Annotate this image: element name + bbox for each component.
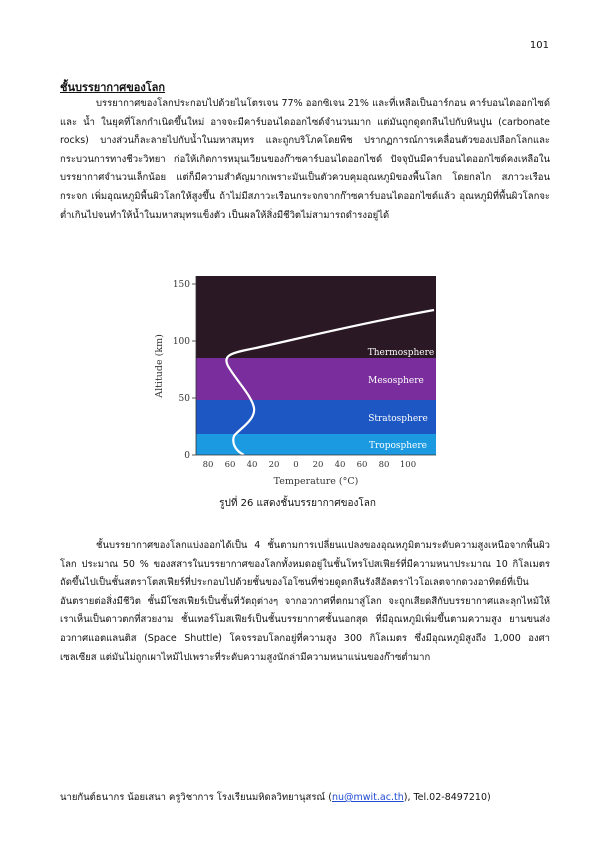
layer-label-stratosphere: Stratosphere: [368, 414, 428, 424]
y-tick-label: 50: [178, 394, 190, 404]
x-ticks: [203, 460, 417, 470]
footer: [60, 790, 491, 805]
paragraph-intro: บรรยากาศของโลกประกอบไปด้วยไนโตรเจน 77% ออกซิเจน 21% และที่เหลือเป็นอาร์กอน คาร์บอนไดออกไซด์และ น้ำ ในยุคที่โลกกำเนิดขึ้นใหม่ อาจจะมีคาร์บอนไดออกไซด์จำนวนมาก แต่มันถูกดูดกลืนไปกับหินปูน (carbonate rocks) บางส่วนก็ละลายไปกับน้ำในมหาสมุทร และถูกบริโภคโดยพืช ปรากฏการณ์การเคลื่อนตัวของเปลือกโลกและกระบวนการทางชีวะวิทยา ก่อให้เกิดการหมุนเวียนของก๊าซคาร์บอนไดออกไซด์ ปัจจุบันมีคาร์บอนไดออกไซด์คงเหลือในบรรยากาศจำนวนเล็กน้อย แต่ก็มีความสำคัญมากเพราะมันเป็นตัวควบคุมอุณหภูมิของพื้นโลก โดยกลไก สภาวะเรือนกระจก เพิ่มอุณหภูมิพื้นผิวโลกให้สูงขึ้น ถ้าไม่มีสภาวะเรือนกระจกจากก๊าซคาร์บอนไดออกไซด์แล้ว อุณหภูมิที่พื้นผิวโลกจะต่ำเกินไปจนทำให้น้ำในมหาสมุทรแข็งตัว เป็นผลให้สิ่งมีชีวิตไม่สามารถดำรงอยู่ได้: [60, 98, 550, 221]
x-tick-label: 20: [268, 460, 280, 470]
x-tick-label: 80: [378, 460, 390, 470]
x-tick-label: 40: [246, 460, 258, 470]
footer-tel: ), Tel.02-8497210): [403, 792, 491, 803]
x-tick-label: 60: [356, 460, 368, 470]
page-number: 101: [529, 40, 549, 51]
x-tick-label: 100: [399, 460, 417, 470]
x-tick-label: 0: [293, 460, 299, 470]
footer-email-link[interactable]: nu@mwit.ac.th: [331, 792, 404, 803]
atmosphere-layers-figure: [146, 270, 446, 492]
paragraph-layers: ชั้นบรรยากาศของโลกแบ่งออกได้เป็น 4 ชั้นตามการเปลี่ยนแปลงของอุณหภูมิตามระดับความสูงเหนือจากพื้นผิวโลก ประมาณ 50 % ของสสารในบรรยากาศของโลกทั้งหมดอยู่ในชั้นโทรโปสเฟียร์ที่มีความหนาประมาณ 10 กิโลเมตร ถัดขึ้นไปเป็นชั้นสตราโตสเฟียร์ที่ประกอบไปด้วยชั้นของโอโซนที่ช่วยดูดกลืนรังสีอัลตราไวโอเลตจากดวงอาทิตย์ที่เป็นอันตรายต่อสิ่งมีชีวิต ชั้นมีโซสเฟียร์เป็นชั้นที่วัตถุต่างๆ จากอวกาศที่ตกมาสู่โลก จะถูกเสียดสีกับบรรยากาศและลุกไหม้ให้เราเห็นเป็นดาวตกที่สวยงาม ชั้นเทอร์โมสเฟียร์เป็นชั้นบรรยากาศชั้นนอกสุด ที่มีอุณหภูมิเพิ่มขึ้นตามความสูง ยานขนส่งอวกาศแอตแลนติส (Space Shuttle) โคจรรอบโลกอยู่ที่ความสูง 300 กิโลเมตร ซึ่งมีอุณหภูมิสูงถึง 1,000 องศาเซลเซียส แต่มันไม่ถูกเผาไหม้ไปเพราะที่ระดับความสูงนักล่ามีความหนาแน่นของก๊าซต่ำมาก: [60, 540, 550, 663]
y-ticks: [173, 280, 196, 461]
x-tick-label: 20: [312, 460, 324, 470]
y-tick-label: 150: [172, 280, 190, 290]
x-tick-label: 60: [224, 460, 236, 470]
x-tick-label: 80: [202, 460, 214, 470]
footer-author: นายกันต์ธนากร น้อยเสนา ครูวิชาการ โรงเรียนมหิดลวิทยานุสรณ์ (: [60, 792, 332, 803]
section-heading: ชั้นบรรยากาศของโลก: [60, 81, 166, 94]
figure-caption: รูปที่ 26 แสดงชั้นบรรยากาศของโลก: [219, 498, 376, 509]
x-axis-label: Temperature (°C): [273, 476, 359, 487]
y-axis-label: Altitude (km): [154, 334, 165, 398]
layer-label-mesosphere: Mesosphere: [368, 376, 424, 386]
y-tick-label: 0: [184, 451, 190, 461]
layer-label-troposphere: Troposphere: [368, 441, 428, 451]
y-tick-label: 100: [172, 337, 190, 347]
layer-label-thermosphere: Thermosphere: [367, 348, 435, 358]
x-tick-label: 40: [334, 460, 346, 470]
